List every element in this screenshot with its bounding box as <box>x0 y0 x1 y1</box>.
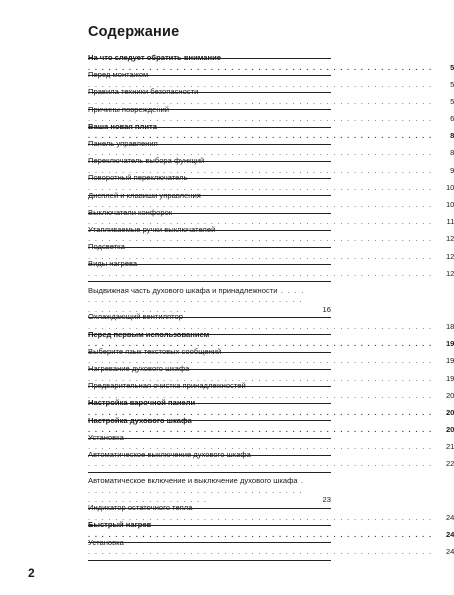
toc-entry-text: Ваша новая плита <box>88 121 157 131</box>
toc-entry-label <box>88 87 432 106</box>
toc-entry-text: Утапливаемые ручки выключателей <box>88 224 216 234</box>
page-title: Содержание <box>88 24 180 40</box>
toc-leader-dots: . . . . . . . . . . . . . . . . . . . . . . . . . . . . . . . . . . . . . . . . . . . . . . . . . . . <box>88 200 433 209</box>
toc-entry-page: 8 <box>450 148 454 158</box>
toc-leader-dots: . . . . . . . . . . . . . . . . . . . . . . . . . . . . . . . . . . . . . . . . . . . . . . . . . . . <box>88 234 433 244</box>
table-of-contents <box>88 53 454 561</box>
toc-entry-page: 16 <box>322 304 331 314</box>
toc-entry-text: Нагревание духового шкафа <box>88 364 190 373</box>
toc-entry-text: Перед первым использованием <box>88 329 210 339</box>
toc-leader-dots: . . . . . . . . . . . . . . . . . . . . . . . . . . . . . . . . . . . . . . . . . . . . . . . . . . . <box>88 529 433 539</box>
toc-entry-text: Причины повреждений <box>88 104 170 114</box>
toc-entry-label <box>88 156 432 175</box>
toc-entry-label <box>88 53 432 72</box>
toc-entry-text: Предварительная очистка принадлежностей <box>88 381 246 391</box>
toc-entry-label <box>88 122 432 141</box>
toc-entry-label <box>88 364 432 383</box>
toc-entry-text: Выберите язык текстовых сообщений <box>88 346 222 356</box>
toc-entry-text: Настройка варочной панели <box>88 398 196 408</box>
toc-entry-page: 5 <box>450 79 454 89</box>
toc-leader-dots: . . . . . . . . . . . . . . . . . . . . . . . . . . . . . . . . . . . . . . . . . . . . . . . . . . . <box>88 148 433 158</box>
toc-entry-page: 24 <box>445 547 454 556</box>
toc-entry-text: Автоматическое включение и выключение духового шкафа <box>88 476 298 486</box>
toc-entry-page: 9 <box>450 165 454 175</box>
toc-entry-page: 8 <box>450 131 454 141</box>
toc-leader-dots: . . . . . . . . . . . . . . . . . . . . . . . . . . . . . . . . . . . . . . . . . . . . . . . . . . . <box>88 131 433 141</box>
toc-entry-text: Установка <box>88 432 124 442</box>
toc-entry-page: 5 <box>450 62 454 72</box>
toc-entry-text: Выдвижная часть духового шкафа и принадлежности <box>88 285 278 295</box>
toc-entry-page: 11 <box>446 217 454 227</box>
toc-leader-dots: . . . . . . . . . . . . . . . . . . . . . . . . . . . . . . . . . . . . . . . . . . . . . . . . . . . <box>88 390 433 400</box>
toc-entry-label <box>88 139 432 158</box>
toc-leader-dots: . . . . . . . . . . . . . . . . . . . . . . . . . . . . . . . . . . . . . . . . . . . . . . . . . . . <box>88 425 433 435</box>
toc-entry-text: Подсветка <box>88 242 125 252</box>
toc-leader-dots: . . . . . . . . . . . . . . . . . . . . . . . . . . . . . . . . . . . . . . . . . . . . . . . . . . . <box>88 547 433 556</box>
toc-entry-label <box>88 416 432 435</box>
toc-entry-label <box>88 347 432 366</box>
toc-entry-label <box>88 503 432 522</box>
toc-entry-label <box>88 450 432 469</box>
toc-entry-label <box>88 433 432 452</box>
toc-entry-page: 5 <box>450 96 454 106</box>
toc-leader-dots: . . . . . . . . . . . . . . . . . . . . . . . . . . . . . . . . . . . . . . . . . . . . . . . . . . . <box>88 182 433 192</box>
toc-entry-label <box>88 191 432 210</box>
toc-entry-label <box>88 330 432 349</box>
toc-entry-page: 20 <box>445 425 454 435</box>
toc-entry-page: 10 <box>445 182 454 192</box>
toc-entry-label <box>88 381 432 400</box>
toc-entry-text: Автоматическое выключение духового шкафа <box>88 449 251 459</box>
toc-entry-label <box>88 173 432 192</box>
toc-entry-label <box>88 312 432 331</box>
toc-leader-dots: . . . . . . . . . . . . . . . . . . . . . . . . . . . . . . . . . . . . . . . . . . . . . . . . . . . <box>88 373 433 383</box>
toc-leader-dots: . . . . . . . . . . . . . . . . . . . . . . . . . . . . . . . . . . . . . . . . . . . . . . . . . . . <box>88 96 433 106</box>
toc-leader-dots: . . . . . . . . . . . . . . . . . . . . . . . . . . . . . . . . . . . . . . . . . . . . . . . . . . . <box>88 512 433 522</box>
toc-entry-page: 24 <box>445 512 454 522</box>
toc-entry-page: 21 <box>445 442 454 452</box>
toc-entry-text: Правила техники безопасности <box>88 87 199 97</box>
toc-entry-page: 20 <box>445 407 454 417</box>
toc-entry <box>88 259 454 282</box>
toc-entry-label <box>88 538 432 557</box>
toc-entry-label <box>88 208 432 227</box>
toc-leader-dots: . . . . . . . . . . . . . . . . . . . . . . . . . . . . . . . . . . . . . . . . . . . . . . . . . . . <box>88 62 433 72</box>
toc-leader-dots: . . . . . . . . . . . . . . . . . . . . . . . . . . . . . . . . . . . . . . . . . . . . . . . . . . . <box>88 268 433 278</box>
toc-entry-text: Настройка духового шкафа <box>88 415 192 425</box>
toc-leader-dots: . . . . . . . . . . . . . . . . . . . . . . . . . . . . . . . . . . . . . . . . . . . . . . . . . . . <box>88 217 433 227</box>
toc-entry-page: 19 <box>445 339 454 349</box>
toc-entry-page: 6 <box>450 114 454 124</box>
toc-entry-text: На что следует обратить внимание <box>88 53 221 62</box>
toc-leader-dots: . . . . . . . . . . . . . . . . . . . . . . . . . . . . . . . . . . . . . . . . . . . . . . . . . . . <box>88 356 433 366</box>
toc-leader-dots: . . . . . . . . . . . . . . . . . . . . . . . . . . . . . . . . . . . . . . . . . . . . . . . . . . . <box>88 79 433 89</box>
toc-entry-label <box>88 286 309 315</box>
toc-entry-page: 20 <box>445 390 454 400</box>
toc-entry-page: 22 <box>445 459 454 469</box>
toc-entry-text: Перед монтажом <box>88 70 149 80</box>
toc-entry-label <box>88 259 432 278</box>
toc-entry-text: Панель управления <box>88 138 158 148</box>
toc-entry-page: 23 <box>322 495 331 505</box>
toc-entry-text: Дисплей и клавиши управления <box>88 190 201 200</box>
toc-leader-dots: . . . . . . . . . . . . . . . . . . . . . . . . . . . . . . . . . . . . . . . . . . . . . . . . . . . <box>88 407 433 417</box>
toc-entry-label <box>88 70 432 89</box>
toc-entry-label <box>88 105 432 124</box>
toc-entry-text: Переключатель выбора функций <box>88 156 205 166</box>
toc-entry-page: 12 <box>445 251 454 261</box>
toc-entry-page: 24 <box>445 529 454 539</box>
toc-entry-text: Выключатели конфорок <box>88 207 173 217</box>
toc-entry-label <box>88 476 309 505</box>
toc-leader-dots: . . . . . . . . . . . . . . . . . . . . . . . . . . . . . . . . . . . . . . . . . . . . . . . . . . . <box>88 442 433 452</box>
toc-entry-text: Быстрый нагрев <box>88 520 152 530</box>
toc-entry-page: 10 <box>445 200 454 209</box>
toc-leader-dots: . . . . . . . . . . . . . . . . . . . . . . . . . . . . . . . . . . . . . . . . . . . . . . . . . . . <box>88 339 433 349</box>
toc-entry-label <box>88 398 432 417</box>
toc-entry-text: Индикатор остаточного тепла <box>88 503 193 513</box>
toc-entry <box>88 537 454 560</box>
toc-entry-text: Установка <box>88 537 124 547</box>
toc-leader-dots: . . . . . . . . . . . . . . . . . . . . . . . . . . . . . . . . . . . . . . . . . . . . . . . . . . . <box>88 459 433 469</box>
toc-entry-page: 19 <box>445 356 454 366</box>
toc-entry <box>88 449 454 473</box>
toc-leader-dots: . . . . . . . . . . . . . . . . . . . . . . . . . . . . . . . . . . . . . . . . . . . . . . . . . . . <box>88 321 433 331</box>
toc-entry-page: 19 <box>445 373 454 383</box>
page-number: 2 <box>28 566 35 580</box>
toc-leader-dots: . . . . . . . . . . . . . . . . . . . . . . . . . . . . . . . . . . . . . . . . . . . . . . . . . . . <box>88 251 433 261</box>
toc-entry-text: Поворотный переключатель <box>88 173 188 183</box>
toc-entry-text: Охлаждающий вентилятор <box>88 312 184 322</box>
toc-entry-page: 12 <box>445 234 454 244</box>
toc-entry-page: 12 <box>445 268 454 278</box>
toc-entry-text: Виды нагрева <box>88 259 138 269</box>
toc-leader-dots: . . . . . . . . . . . . . . . . . . . . . . . . . . . . . . . . . . . . . . . . . . . . . . . . . . . <box>88 114 433 124</box>
toc-leader-dots: . . . . . . . . . . . . . . . . . . . . . . . . . . . . . . . . . . . . . . . . . . . . . . . . . . . <box>88 285 305 314</box>
toc-entry-label <box>88 520 432 539</box>
toc-leader-dots: . . . . . . . . . . . . . . . . . . . . . . . . . . . . . . . . . . . . . . . . . . . . . . . . . . . <box>88 476 305 505</box>
toc-entry-label <box>88 225 432 244</box>
toc-leader-dots: . . . . . . . . . . . . . . . . . . . . . . . . . . . . . . . . . . . . . . . . . . . . . . . . . . . <box>88 165 433 175</box>
toc-entry-label <box>88 242 432 261</box>
toc-entry-page: 18 <box>445 321 454 331</box>
